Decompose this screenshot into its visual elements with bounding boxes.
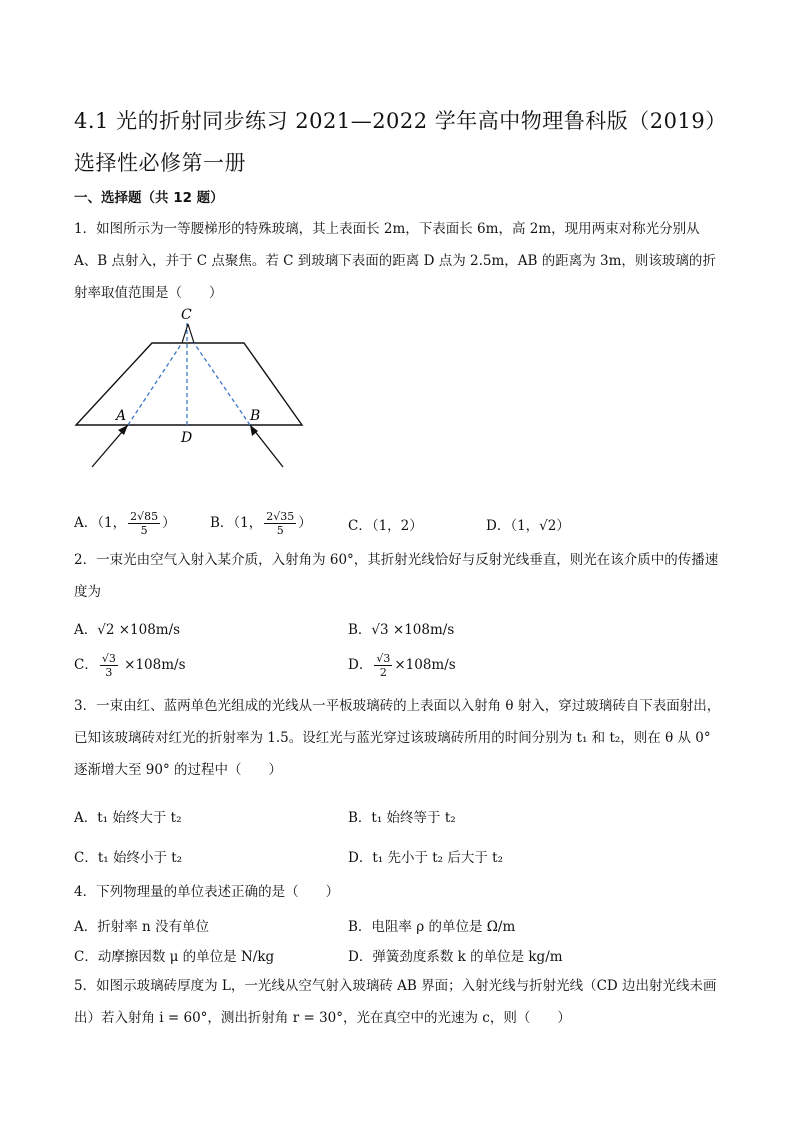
exit-ray-right <box>188 324 194 343</box>
page-title: 4.1 光的折射同步练习 2021—2022 学年高中物理鲁科版（2019）选择性必修第一册 <box>74 109 727 175</box>
q2-option-d[interactable]: D． $\frac{√3}{2}$ ×108m/s <box>348 652 456 679</box>
q1-option-b[interactable]: B．（1， $\frac{2√35}{5}$ ） <box>210 510 312 537</box>
q1-option-d[interactable]: D．（1，√2） <box>486 518 570 534</box>
q4-option-d[interactable]: D．弹簧劲度系数 k 的单位是 kg/m <box>348 949 563 965</box>
question-3-text: 3．一束由红、蓝两单色光组成的光线从一平板玻璃砖的上表面以入射角 θ 射入，穿过玻璃砖自下表面射出，已知该玻璃砖对红光的折射率为 1.5。设红光与蓝光穿过该玻璃砖所用的时间分别为 t₁ 和 t₂，则在 θ 从 0° 逐渐增大至 90° 的过程中（ ） <box>74 698 721 778</box>
arrowhead-a <box>118 425 128 435</box>
q1-option-a[interactable]: A．（1， $\frac{2√85}{5}$ ） <box>74 510 176 537</box>
q2-option-c[interactable]: C． $\frac{√3}{3}$ ×108m/s <box>74 652 186 679</box>
q2-option-a[interactable]: A．√2 ×108m/s <box>74 622 181 638</box>
label-c: C <box>181 307 192 323</box>
label-d: D <box>181 430 193 446</box>
question-4-text: 4．下列物理量的单位表述正确的是（ ） <box>74 884 340 900</box>
question-1-text: 1．如图所示为一等腰梯形的特殊玻璃，其上表面长 2m，下表面长 6m，高 2m，现用两束对称光分别从 A、B 点射入，并于 C 点聚焦。若 C 到玻璃下表面的距离 D 点为 2.5m，AB 的距离为 3m，则该玻璃的折射率取值范围是（ ） <box>74 221 716 301</box>
label-b: B <box>250 408 261 424</box>
question-5-text: 5．如图示玻璃砖厚度为 L，一光线从空气射入玻璃砖 AB 界面；入射光线与折射光线（CD 边出射光线未画出）若入射角 i = 60°，测出折射角 r = 30°，光在真空中的光速为 c，则（ ） <box>74 978 717 1026</box>
q2-option-b[interactable]: B．√3 ×108m/s <box>348 622 455 638</box>
trapezoid-diagram <box>60 300 320 475</box>
refracted-ray-b <box>194 343 250 425</box>
glass-trapezoid <box>76 343 302 425</box>
q4-option-b[interactable]: B．电阻率 ρ 的单位是 Ω/m <box>348 919 516 935</box>
question-2-text: 2．一束光由空气入射入某介质，入射角为 60°，其折射光线恰好与反射光线垂直，则光在该介质中的传播速度为 <box>74 552 719 600</box>
label-a: A <box>116 408 127 424</box>
q4-option-a[interactable]: A．折射率 n 没有单位 <box>74 919 210 935</box>
section-heading: 一、选择题（共 12 题） <box>74 190 224 206</box>
refracted-ray-a <box>128 343 182 425</box>
q4-option-c[interactable]: C．动摩擦因数 μ 的单位是 N/kg <box>74 949 275 965</box>
q1-option-c[interactable]: C．（1，2） <box>348 518 423 534</box>
q3-option-a[interactable]: A．t₁ 始终大于 t₂ <box>74 810 182 826</box>
q3-option-b[interactable]: B．t₁ 始终等于 t₂ <box>348 810 456 826</box>
q3-option-c[interactable]: C．t₁ 始终小于 t₂ <box>74 850 183 866</box>
q3-option-d[interactable]: D．t₁ 先小于 t₂ 后大于 t₂ <box>348 850 503 866</box>
